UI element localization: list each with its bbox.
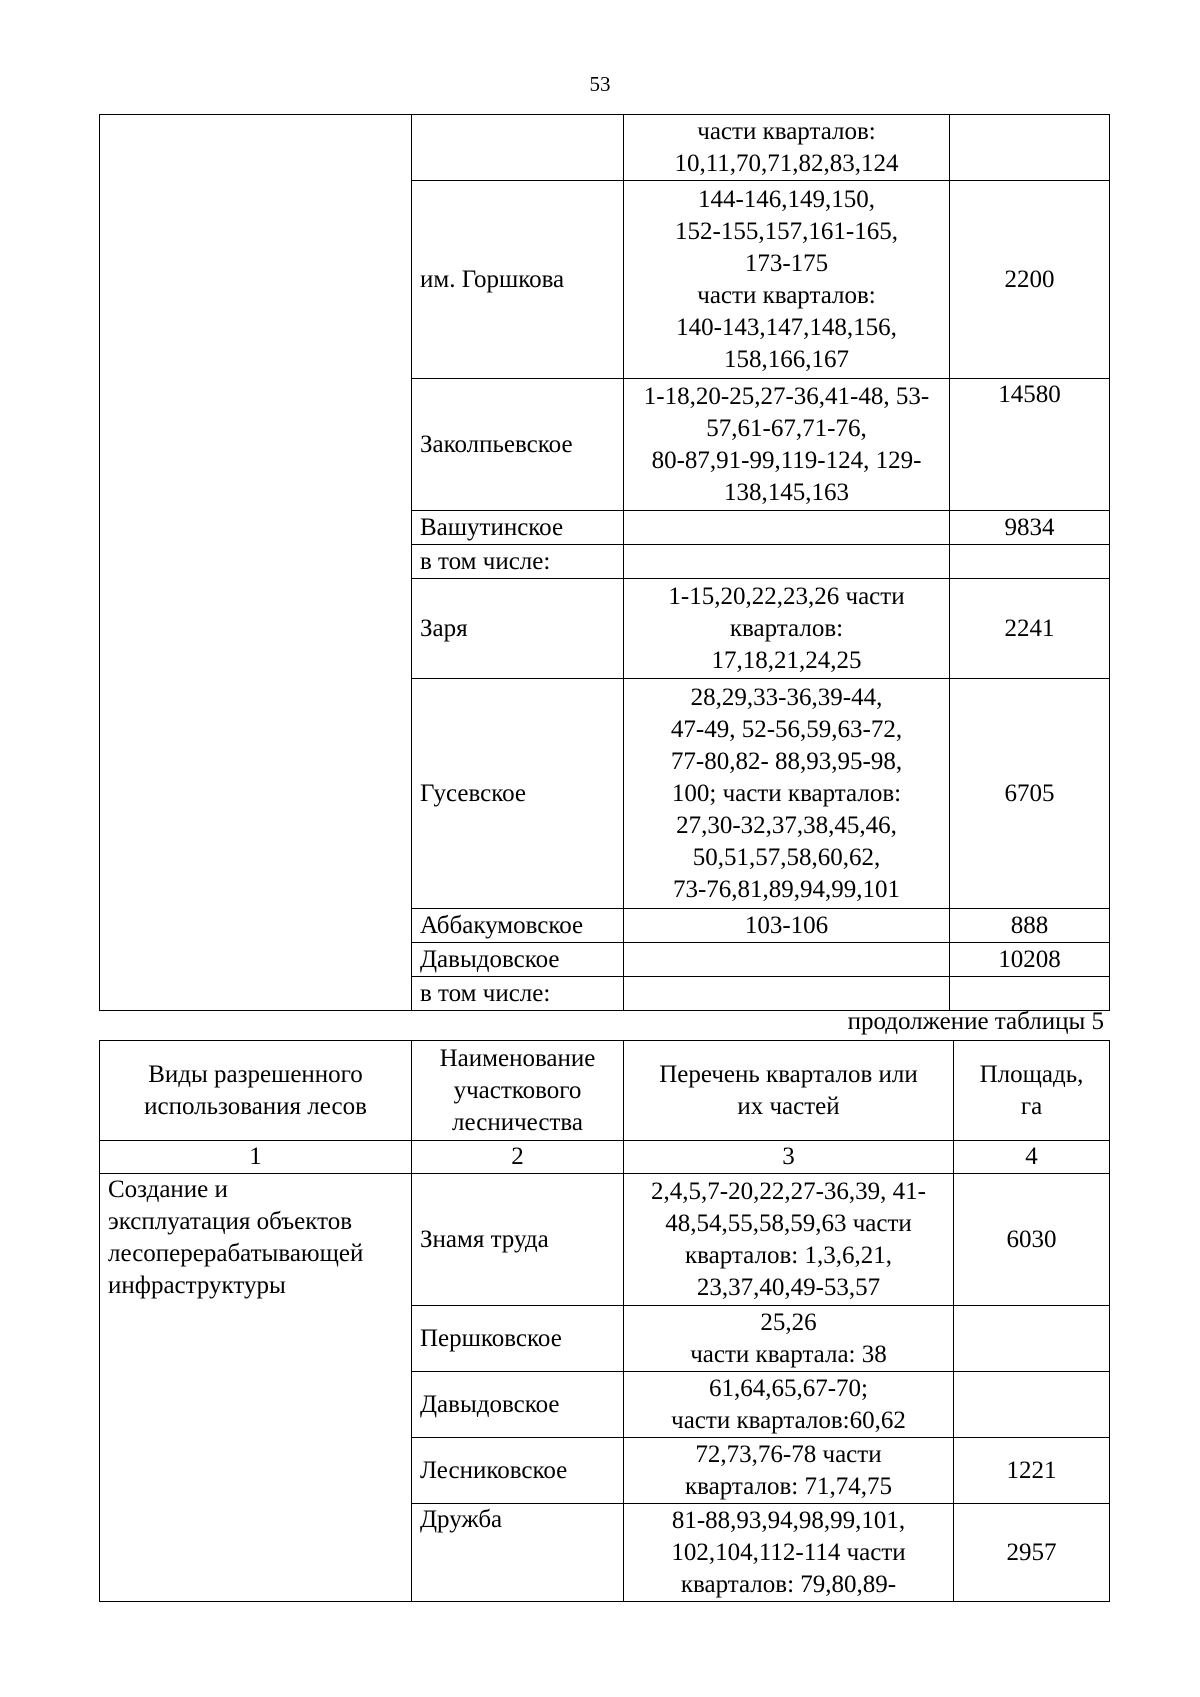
quarters-list: 28,29,33-36,39-44, 47-49, 52-56,59,63-72, 77-80,82- 88,93,95-98, 100; части кварталов: 27,30-32,37,38,45,46, 50,51,57,58,60,62, 73-76,81,89,94,99,101 — [624, 679, 950, 909]
forestry-name: Гусевское — [412, 679, 624, 909]
forestry-name: Давыдовское — [412, 1372, 624, 1438]
area-value — [950, 115, 1110, 181]
forestry-name: Заря — [412, 579, 624, 679]
forest-table-part2 — [99, 1040, 1110, 1602]
forestry-name: Аббакумовское — [412, 909, 624, 943]
header-quarters: Перечень кварталов или их частей — [624, 1041, 954, 1141]
header-area: Площадь, га — [954, 1041, 1110, 1141]
area-value: 14580 — [950, 379, 1110, 511]
quarters-list — [624, 545, 950, 579]
forestry-name — [412, 115, 624, 181]
area-value: 6030 — [954, 1174, 1110, 1306]
page-number: 53 — [589, 72, 611, 96]
quarters-list: части кварталов: 10,11,70,71,82,83,124 — [624, 115, 950, 181]
header-use-type: Виды разрешенного использования лесов — [100, 1041, 412, 1141]
area-value: 6705 — [950, 679, 1110, 909]
forestry-name: Дружба — [412, 1504, 624, 1602]
use-type-cell — [100, 115, 412, 1011]
quarters-list: 61,64,65,67-70; части кварталов:60,62 — [624, 1372, 954, 1438]
forestry-name: Першковское — [412, 1306, 624, 1372]
area-value — [954, 1372, 1110, 1438]
forestry-name: Вашутинское — [412, 511, 624, 545]
area-value: 10208 — [950, 943, 1110, 977]
forestry-name: Давыдовское — [412, 943, 624, 977]
forestry-name: Знамя труда — [412, 1174, 624, 1306]
forestry-name: в том числе: — [412, 977, 624, 1011]
quarters-list — [624, 511, 950, 545]
quarters-list: 1-18,20-25,27-36,41-48, 53- 57,61-67,71-76, 80-87,91-99,119-124, 129- 138,145,163 — [624, 379, 950, 511]
forestry-name: Лесниковское — [412, 1438, 624, 1504]
area-value: 1221 — [954, 1438, 1110, 1504]
quarters-list — [624, 943, 950, 977]
quarters-list: 2,4,5,7-20,22,27-36,39, 41- 48,54,55,58,59,63 части кварталов: 1,3,6,21, 23,37,40,49-53,57 — [624, 1174, 954, 1306]
forest-table-part1 — [99, 114, 1110, 1011]
area-value: 2200 — [950, 181, 1110, 379]
column-number: 2 — [412, 1141, 624, 1174]
area-value: 2957 — [954, 1504, 1110, 1602]
quarters-list: 144-146,149,150, 152-155,157,161-165, 173-175 части кварталов: 140-143,147,148,156, 158,166,167 — [624, 181, 950, 379]
quarters-list: 103-106 — [624, 909, 950, 943]
use-type-cell: Создание и эксплуатация объектов лесоперерабатывающей инфраструктуры — [100, 1174, 412, 1602]
column-number: 3 — [624, 1141, 954, 1174]
table-continuation-label: продолжение таблицы 5 — [847, 1008, 1104, 1035]
quarters-list: 81-88,93,94,98,99,101, 102,104,112-114 части кварталов: 79,80,89- — [624, 1504, 954, 1602]
area-value: 9834 — [950, 511, 1110, 545]
area-value — [954, 1306, 1110, 1372]
area-value: 888 — [950, 909, 1110, 943]
area-value — [950, 545, 1110, 579]
column-number: 4 — [954, 1141, 1110, 1174]
forestry-name: Заколпьевское — [412, 379, 624, 511]
quarters-list: 25,26 части квартала: 38 — [624, 1306, 954, 1372]
quarters-list: 72,73,76-78 части кварталов: 71,74,75 — [624, 1438, 954, 1504]
column-number: 1 — [100, 1141, 412, 1174]
header-forestry: Наименование участкового лесничества — [412, 1041, 624, 1141]
quarters-list: 1-15,20,22,23,26 части кварталов: 17,18,21,24,25 — [624, 579, 950, 679]
forestry-name: в том числе: — [412, 545, 624, 579]
forestry-name: им. Горшкова — [412, 181, 624, 379]
area-value: 2241 — [950, 579, 1110, 679]
